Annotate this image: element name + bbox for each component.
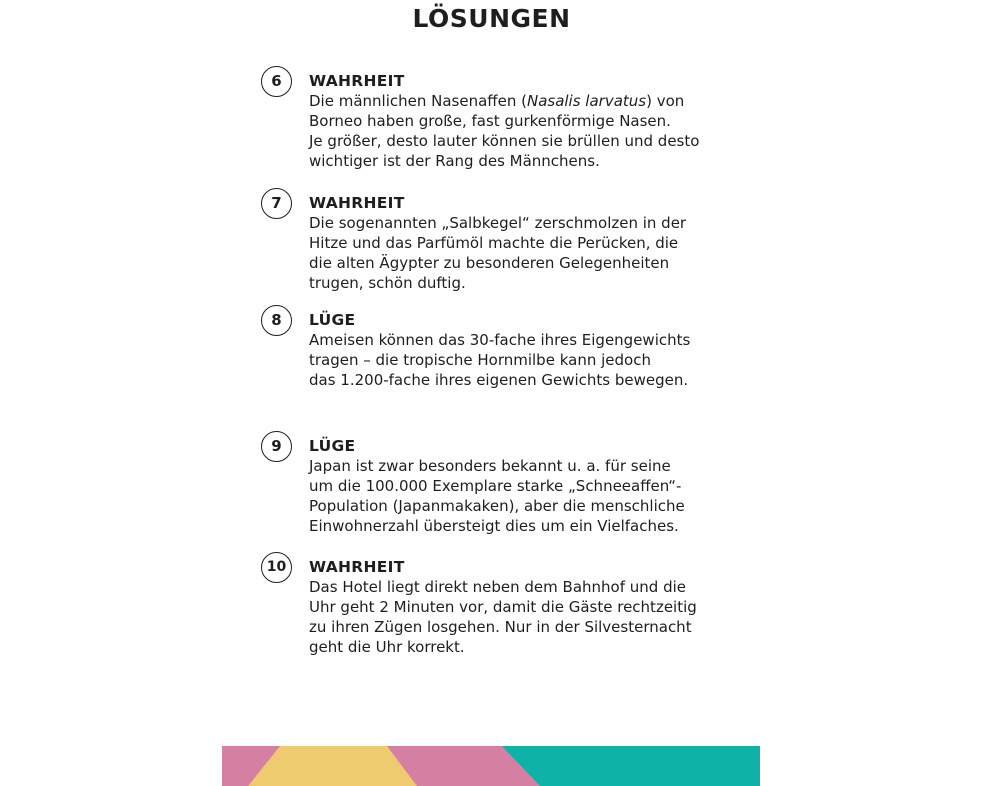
- color-band-graphic: [222, 746, 760, 786]
- solution-verdict: LÜGE: [309, 437, 356, 455]
- solution-verdict: WAHRHEIT: [309, 558, 405, 576]
- solution-text-line: Uhr geht 2 Minuten vor, damit die Gäste rechtzeitig: [309, 598, 697, 616]
- solution-verdict: LÜGE: [309, 311, 356, 329]
- solution-text-line: trugen, schön duftig.: [309, 274, 466, 292]
- solution-number-badge: 7: [261, 188, 292, 219]
- solution-number-badge: 8: [261, 305, 292, 336]
- solution-text: [309, 456, 769, 536]
- solution-text-line: Japan ist zwar besonders bekannt u. a. für seine: [309, 457, 671, 475]
- solution-text-line: wichtiger ist der Rang des Männchens.: [309, 152, 600, 170]
- solution-text-line: Je größer, desto lauter können sie brüllen und desto: [309, 132, 700, 150]
- solution-number-badge: 9: [261, 431, 292, 462]
- solution-text-line: Ameisen können das 30-fache ihres Eigengewichts: [309, 331, 691, 349]
- solution-text: [309, 213, 769, 293]
- solution-text-line: Hitze und das Parfümöl machte die Perücken, die: [309, 234, 679, 252]
- decorative-color-band: [222, 746, 760, 786]
- text-run: Die männlichen Nasenaffen (: [309, 92, 527, 110]
- solution-number-badge: 6: [261, 66, 292, 97]
- solution-verdict: WAHRHEIT: [309, 72, 405, 90]
- solution-text-line: Borneo haben große, fast gurkenförmige Nasen.: [309, 112, 671, 130]
- solution-text-line: Die sogenannten „Salbkegel“ zerschmolzen in der: [309, 214, 687, 232]
- solution-text: [309, 330, 769, 390]
- solution-text-line: geht die Uhr korrekt.: [309, 638, 465, 656]
- solution-text-line: das 1.200-fache ihres eigenen Gewichts bewegen.: [309, 371, 689, 389]
- solution-text-line: [309, 91, 769, 111]
- solution-text: [309, 577, 769, 657]
- solution-verdict: WAHRHEIT: [309, 194, 405, 212]
- solution-number-badge: 10: [261, 552, 292, 583]
- solution-text-line: zu ihren Zügen losgehen. Nur in der Silvesternacht: [309, 618, 692, 636]
- band-teal-shape: [502, 746, 760, 786]
- species-name: Nasalis larvatus: [526, 92, 647, 110]
- solution-text-line: die alten Ägypter zu besonderen Gelegenheiten: [309, 254, 670, 272]
- solution-text-line: Einwohnerzahl übersteigt dies um ein Vielfaches.: [309, 517, 679, 535]
- solution-text-line: Population (Japanmakaken), aber die menschliche: [309, 497, 685, 515]
- page-title: LÖSUNGEN: [412, 4, 571, 33]
- solution-text-line: tragen – die tropische Hornmilbe kann jedoch: [309, 351, 651, 369]
- solution-text-line: um die 100.000 Exemplare starke „Schneeaffen“-: [309, 477, 682, 495]
- solution-text-line: Das Hotel liegt direkt neben dem Bahnhof und die: [309, 578, 686, 596]
- text-run: ) von: [646, 92, 685, 110]
- solution-text: [309, 91, 769, 171]
